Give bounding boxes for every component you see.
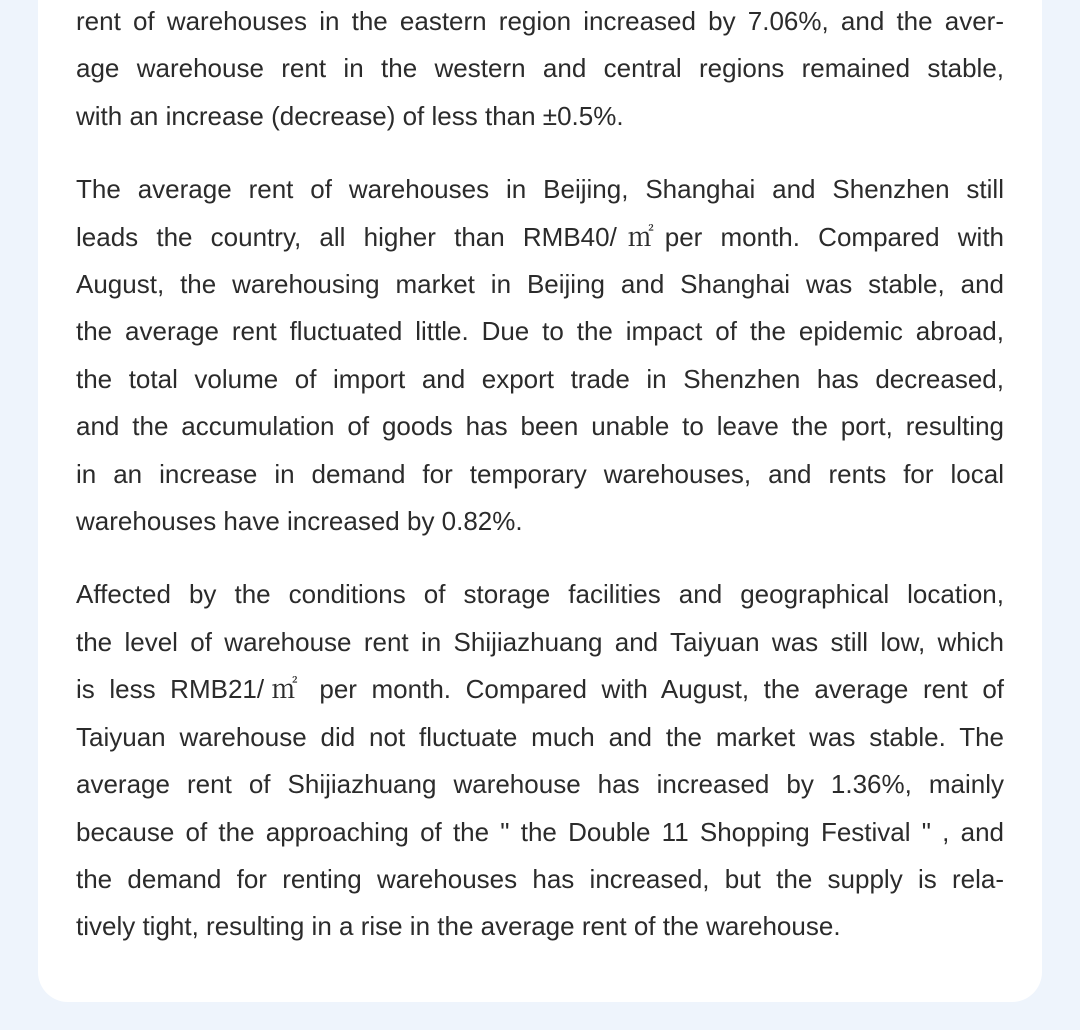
text-line: average rent of Shijiazhuang warehouse has increased by 1.36%, mainly bbox=[76, 769, 1004, 800]
text-line: is less RMB21/㎡ per month. Compared with August, the average rent of bbox=[76, 674, 1004, 705]
paragraph-gap bbox=[76, 545, 1004, 571]
text-line: tively tight, resulting in a rise in the average rent of the warehouse. bbox=[76, 911, 841, 942]
text-line: Taiyuan warehouse did not fluctuate much and the market was stable. The bbox=[76, 721, 1004, 752]
text-line: warehouses have increased by 0.82%. bbox=[76, 506, 523, 537]
text-line: The average rent of warehouses in Beijing, Shanghai and Shenzhen still bbox=[76, 174, 1004, 205]
text-line: the average rent fluctuated little. Due to the impact of the epidemic abroad, bbox=[76, 316, 1004, 347]
text-line: August, the warehousing market in Beijing and Shanghai was stable, and bbox=[76, 269, 1004, 300]
text-line: rent of warehouses in the eastern region increased by 7.06%, and the aver- bbox=[76, 6, 1004, 36]
text-line: in an increase in demand for temporary warehouses, and rents for local bbox=[76, 458, 1004, 489]
paragraph-shijiazhuang-taiyuan bbox=[76, 571, 1004, 950]
paragraph-gap bbox=[76, 140, 1004, 166]
text-line: age warehouse rent in the western and central regions remained stable, bbox=[76, 53, 1004, 84]
text-line: because of the approaching of the " the Double 11 Shopping Festival " , and bbox=[76, 816, 1004, 847]
article-body bbox=[76, 0, 1004, 951]
text-line: leads the country, all higher than RMB40/㎡per month. Compared with bbox=[76, 221, 1004, 252]
text-line: the level of warehouse rent in Shijiazhuang and Taiyuan was still low, which bbox=[76, 626, 1004, 657]
paragraph-eastern-region bbox=[76, 0, 1004, 140]
text-line: the total volume of import and export trade in Shenzhen has decreased, bbox=[76, 363, 1004, 394]
text-line: Affected by the conditions of storage facilities and geographical location, bbox=[76, 579, 1004, 610]
text-line: and the accumulation of goods has been unable to leave the port, resulting bbox=[76, 411, 1004, 442]
text-line: with an increase (decrease) of less than ±0.5%. bbox=[76, 100, 624, 131]
text-line: the demand for renting warehouses has increased, but the supply is rela- bbox=[76, 863, 1004, 894]
paragraph-tier1-cities bbox=[76, 166, 1004, 545]
